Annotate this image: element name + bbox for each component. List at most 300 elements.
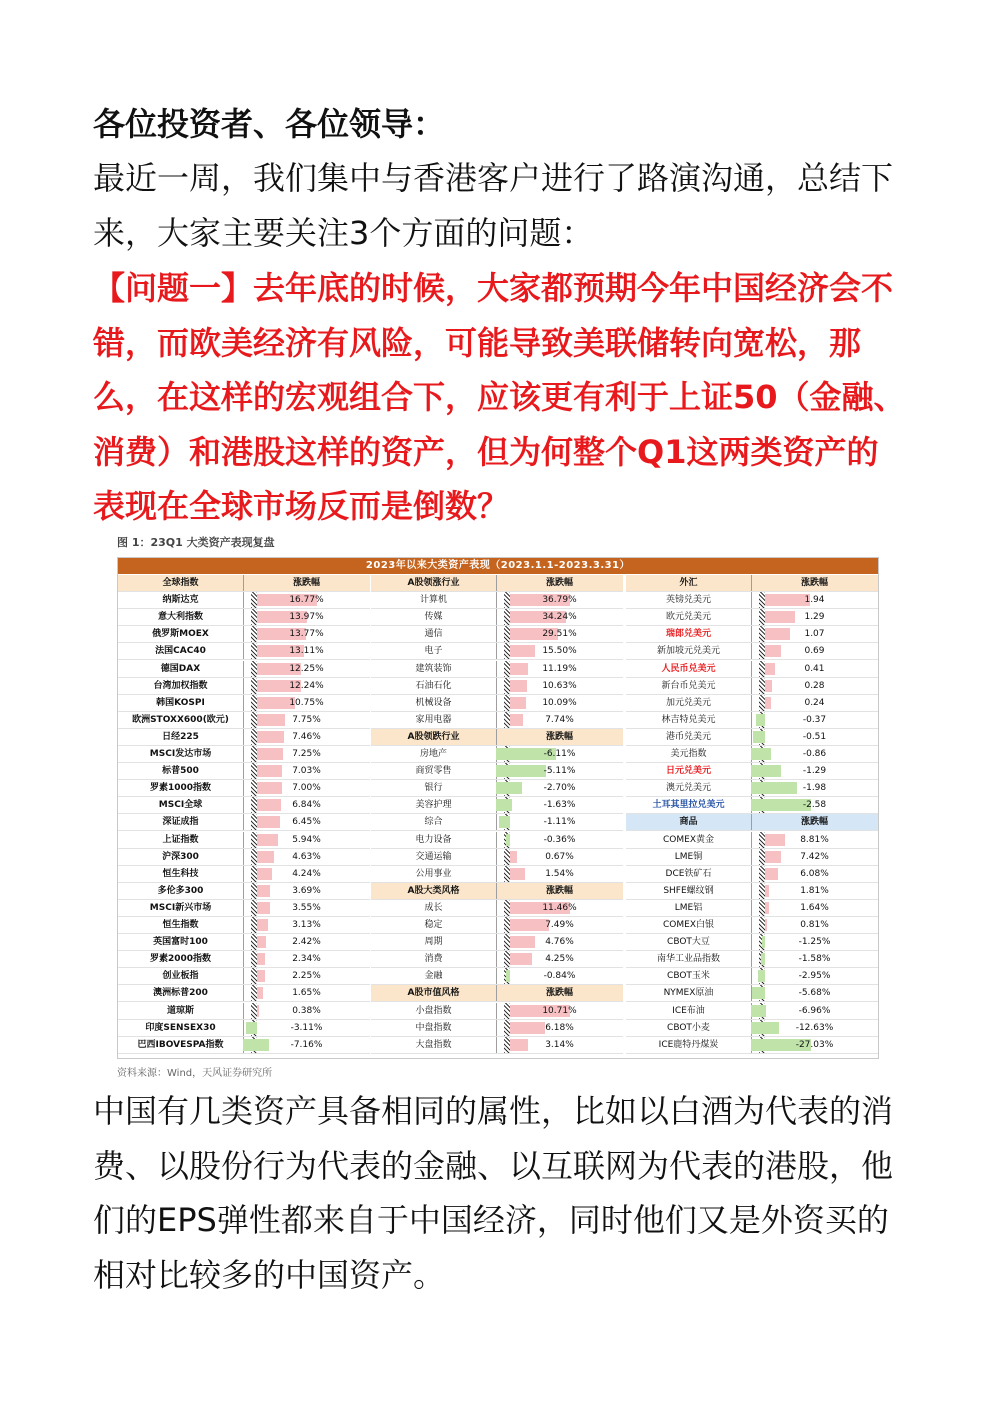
change-value: 10.71% (542, 1005, 577, 1016)
table-row (118, 592, 370, 609)
row-label: 恒生科技 (118, 866, 244, 882)
header-change: 涨跌幅 (545, 578, 573, 588)
row-value-cell (496, 1020, 623, 1036)
table-row (371, 814, 623, 831)
row-value-cell (496, 797, 623, 813)
change-value: 6.08% (800, 868, 829, 879)
row-label: 人民币兑美元 (626, 661, 752, 677)
change-value: 3.55% (292, 902, 321, 913)
row-value-cell (496, 763, 623, 779)
header-category: A股市值风格 (371, 985, 497, 1001)
row-value-cell (243, 968, 370, 984)
table-row (626, 866, 878, 883)
row-label: 交通运输 (371, 849, 497, 865)
change-value: 3.14% (545, 1039, 574, 1050)
row-value-cell (243, 678, 370, 694)
table-row (118, 1020, 370, 1037)
change-value: -0.51 (802, 731, 827, 742)
row-label: LME铝 (626, 900, 752, 916)
row-label: MSCI发达市场 (118, 746, 244, 762)
change-value: 8.81% (800, 834, 829, 845)
row-value-cell (243, 917, 370, 933)
row-label: 瑞郎兑美元 (626, 626, 752, 642)
row-label: 中盘指数 (371, 1020, 497, 1036)
row-value-cell (751, 592, 878, 608)
row-label: 欧洲STOXX600(欧元) (118, 712, 244, 728)
change-value: 10.75% (289, 697, 324, 708)
row-value-cell (496, 832, 623, 848)
table-row (371, 626, 623, 643)
row-value-cell (496, 712, 623, 728)
row-label: CBOT大豆 (626, 934, 752, 950)
row-label: 机械设备 (371, 695, 497, 711)
row-value-cell (751, 951, 878, 967)
row-value-cell (243, 849, 370, 865)
row-value-cell (496, 695, 623, 711)
table-row (626, 951, 878, 968)
row-value-cell (243, 1020, 370, 1036)
table-row (118, 1003, 370, 1020)
change-value: 11.46% (542, 902, 577, 913)
change-value: -2.70% (543, 783, 576, 794)
table-row (371, 934, 623, 951)
row-value-cell (751, 832, 878, 848)
change-value: 1.65% (292, 988, 321, 999)
table-row (118, 985, 370, 1002)
row-label: 电力设备 (371, 832, 497, 848)
change-value: 10.63% (542, 680, 577, 691)
change-value: -2.58 (802, 800, 827, 811)
row-value-cell (496, 643, 623, 659)
table-row (371, 866, 623, 883)
table-row (626, 643, 878, 660)
header-category: 商品 (626, 814, 752, 830)
row-label: 上证指数 (118, 832, 244, 848)
change-value: 7.49% (545, 920, 574, 930)
change-value: 4.24% (292, 868, 321, 879)
row-label: 电子 (371, 643, 497, 659)
row-value-cell (243, 729, 370, 745)
row-value-cell (751, 609, 878, 625)
row-label: 澳元兑美元 (626, 780, 752, 796)
table-row (371, 797, 623, 814)
change-value: 29.51% (542, 629, 577, 640)
change-value: 12.25% (289, 663, 324, 674)
row-value-cell (243, 780, 370, 796)
table-group-header (371, 575, 623, 592)
row-value-cell (243, 797, 370, 813)
table-row (118, 712, 370, 729)
change-value: -0.84% (543, 971, 576, 982)
table-row (118, 643, 370, 660)
intro-paragraph: 最近一周，我们集中与香港客户进行了路演沟通，总结下来，大家主要关注3个方面的问题： (93, 159, 894, 252)
row-value-cell (751, 661, 878, 677)
row-value-cell (243, 661, 370, 677)
row-label: 日经225 (118, 729, 244, 745)
row-value-cell (243, 1037, 370, 1053)
row-label: 意大利指数 (118, 609, 244, 625)
row-label: 德国DAX (118, 661, 244, 677)
table-banner: 2023年以来大类资产表现（2023.1.1-2023.3.31） (118, 558, 878, 574)
table-row (371, 1003, 623, 1020)
row-label: 印度SENSEX30 (118, 1020, 244, 1036)
row-value-cell (496, 934, 623, 950)
change-value: -5.68% (798, 988, 831, 999)
row-label: COMEX黄金 (626, 832, 752, 848)
conclusion-paragraph: 中国有几类资产具备相同的属性，比如以白酒为代表的消费、以股份行为代表的金融、以互联网为代表的港股，他们的EPS弹性都来自于中国经济，同时他们又是外资买的相对比较多的中国资产。 (93, 1092, 894, 1294)
change-value: -27.03% (795, 1039, 834, 1050)
change-value: -6.96% (798, 1005, 831, 1016)
table-row (118, 746, 370, 763)
row-label: 石油石化 (371, 678, 497, 694)
table-row (626, 678, 878, 695)
table-row (371, 1020, 623, 1037)
table-row (626, 1003, 878, 1020)
change-value: 6.45% (292, 817, 321, 828)
header-category: A股领涨行业 (371, 575, 497, 591)
row-value-cell (243, 866, 370, 882)
row-value-cell (751, 797, 878, 813)
row-value-cell (751, 917, 878, 933)
row-label: 美元指数 (626, 746, 752, 762)
change-value: -5.11% (543, 766, 576, 777)
row-value-cell (243, 883, 370, 899)
table-row (118, 609, 370, 626)
change-value: 7.00% (292, 783, 321, 794)
table-row (118, 849, 370, 866)
table-row (118, 934, 370, 951)
row-label: 巴西IBOVESPA指数 (118, 1037, 244, 1053)
header-category: 外汇 (626, 575, 752, 591)
row-label: 英镑兑美元 (626, 592, 752, 608)
row-value-cell (751, 1037, 878, 1053)
change-value: 0.38% (292, 1005, 321, 1016)
table-group-header (371, 985, 623, 1002)
change-value: 7.03% (292, 766, 321, 777)
row-value-cell (751, 985, 878, 1001)
table-row (371, 695, 623, 712)
table-row (626, 763, 878, 780)
row-label: 稳定 (371, 917, 497, 933)
change-value: 1.64% (800, 902, 829, 913)
row-value-cell (496, 866, 623, 882)
row-label: 建筑装饰 (371, 661, 497, 677)
header-change: 涨跌幅 (800, 817, 828, 828)
table-row (626, 934, 878, 951)
table-row (118, 866, 370, 883)
change-value: 34.24% (542, 612, 577, 623)
row-label: ICE布油 (626, 1003, 752, 1019)
row-label: SHFE螺纹钢 (626, 883, 752, 899)
change-value: 0.67% (545, 851, 574, 862)
table-row (118, 1037, 370, 1054)
row-label: 美容护理 (371, 797, 497, 813)
row-value-cell (751, 934, 878, 950)
table-row (118, 814, 370, 831)
row-value-cell (496, 746, 623, 762)
row-label: 林吉特兑美元 (626, 712, 752, 728)
change-value: -0.36% (543, 834, 576, 845)
change-value: 6.18% (545, 1022, 574, 1033)
row-label: 标普500 (118, 763, 244, 779)
change-value: 0.24 (804, 697, 825, 708)
header-change: 涨跌幅 (292, 578, 320, 588)
row-value-cell (751, 678, 878, 694)
row-label: 欧元兑美元 (626, 609, 752, 625)
row-label: 金融 (371, 968, 497, 984)
row-label: 澳洲标普200 (118, 985, 244, 1001)
row-value-cell (243, 643, 370, 659)
row-value-cell (496, 780, 623, 796)
table-group-header (371, 729, 623, 746)
table-row (371, 592, 623, 609)
table-row (626, 1020, 878, 1037)
row-value-cell (496, 951, 623, 967)
table-row (371, 643, 623, 660)
change-value: 13.97% (289, 612, 324, 623)
row-value-cell (751, 866, 878, 882)
table-row (371, 917, 623, 934)
change-value: 4.25% (545, 954, 574, 965)
change-value: 1.81% (800, 885, 829, 896)
row-label: 成长 (371, 900, 497, 916)
row-value-cell (751, 695, 878, 711)
table-row (371, 609, 623, 626)
row-value-cell (751, 883, 878, 899)
row-label: 传媒 (371, 609, 497, 625)
change-value: 0.28 (804, 680, 825, 691)
row-value-cell (751, 763, 878, 779)
change-value: -1.29 (802, 766, 827, 777)
row-value-cell (496, 609, 623, 625)
row-label: 深证成指 (118, 814, 244, 830)
change-value: 10.09% (542, 697, 577, 708)
change-value: -1.98 (802, 783, 827, 794)
change-value: -1.25% (798, 937, 831, 948)
table-row (118, 883, 370, 900)
row-label: 韩国KOSPI (118, 695, 244, 711)
table-row (118, 729, 370, 746)
row-value-cell (243, 1003, 370, 1019)
table-row (371, 951, 623, 968)
row-label: 日元兑美元 (626, 763, 752, 779)
row-label: MSCI全球 (118, 797, 244, 813)
row-value-cell (496, 968, 623, 984)
row-label: 俄罗斯MOEX (118, 626, 244, 642)
header-category: A股领跌行业 (371, 729, 497, 745)
header-change: 涨跌幅 (545, 885, 573, 896)
change-value: 1.54% (545, 868, 574, 879)
row-label: 道琼斯 (118, 1003, 244, 1019)
header-category: 全球指数 (118, 575, 244, 591)
greeting-heading: 各位投资者、各位领导： (93, 105, 446, 143)
row-value-cell (496, 1003, 623, 1019)
table-row (626, 832, 878, 849)
change-value: 0.41 (804, 663, 825, 674)
change-value: 7.75% (292, 714, 321, 725)
change-value: 7.46% (292, 731, 321, 742)
table-row (118, 780, 370, 797)
row-label: 创业板指 (118, 968, 244, 984)
row-label: CBOT玉米 (626, 968, 752, 984)
change-value: -1.58% (798, 954, 831, 965)
change-value: 15.50% (542, 646, 577, 657)
row-value-cell (496, 814, 623, 830)
change-value: 13.11% (289, 646, 324, 657)
change-value: -3.11% (290, 1022, 323, 1033)
header-change: 涨跌幅 (545, 988, 573, 999)
change-value: -1.11% (543, 817, 576, 828)
row-label: 加元兑美元 (626, 695, 752, 711)
table-row (371, 712, 623, 729)
row-value-cell (751, 729, 878, 745)
row-label: 新加坡元兑美元 (626, 643, 752, 659)
change-value: 16.77% (289, 595, 324, 606)
table-row (118, 678, 370, 695)
table-row (118, 661, 370, 678)
table-row (626, 609, 878, 626)
row-label: CBOT小麦 (626, 1020, 752, 1036)
row-label: LME铜 (626, 849, 752, 865)
row-label: 公用事业 (371, 866, 497, 882)
table-row (626, 712, 878, 729)
change-value: 1.94 (804, 595, 825, 606)
row-value-cell (496, 1037, 623, 1053)
table-row (118, 900, 370, 917)
row-value-cell (243, 763, 370, 779)
row-value-cell (496, 626, 623, 642)
table-row (626, 849, 878, 866)
table-row (118, 917, 370, 934)
change-value: 7.42% (800, 851, 829, 862)
table-row (118, 832, 370, 849)
change-value: -2.95% (798, 971, 831, 982)
table-row (371, 780, 623, 797)
row-label: 大盘指数 (371, 1037, 497, 1053)
table-row (626, 746, 878, 763)
row-value-cell (496, 678, 623, 694)
row-value-cell (496, 849, 623, 865)
change-value: 5.94% (292, 834, 321, 845)
table-row (371, 661, 623, 678)
row-value-cell (751, 849, 878, 865)
change-value: 11.19% (542, 663, 577, 674)
row-label: 罗素1000指数 (118, 780, 244, 796)
change-value: 7.74% (545, 714, 574, 725)
table-row (371, 832, 623, 849)
change-value: 0.69 (804, 646, 825, 657)
row-label: ICE鹿特丹煤炭 (626, 1037, 752, 1053)
change-value: -12.63% (795, 1022, 834, 1033)
table-row (626, 917, 878, 934)
row-label: 南华工业品指数 (626, 951, 752, 967)
row-value-cell (243, 626, 370, 642)
row-value-cell (751, 968, 878, 984)
row-value-cell (751, 626, 878, 642)
change-value: 0.81% (800, 920, 829, 930)
row-label: 纳斯达克 (118, 592, 244, 608)
change-value: -7.16% (290, 1039, 323, 1050)
row-value-cell (751, 712, 878, 728)
row-value-cell (243, 934, 370, 950)
row-value-cell (496, 592, 623, 608)
row-label: 家用电器 (371, 712, 497, 728)
table-row (371, 1037, 623, 1054)
change-value: 6.84% (292, 800, 321, 811)
row-label: 周期 (371, 934, 497, 950)
row-value-cell (243, 609, 370, 625)
table-row (626, 661, 878, 678)
row-label: 多伦多300 (118, 883, 244, 899)
row-value-cell (243, 712, 370, 728)
row-value-cell (243, 695, 370, 711)
table-row (118, 626, 370, 643)
row-label: 罗素2000指数 (118, 951, 244, 967)
row-value-cell (243, 592, 370, 608)
change-value: 36.79% (542, 595, 577, 606)
change-value: -1.63% (543, 800, 576, 811)
row-value-cell (496, 661, 623, 677)
row-label: DCE铁矿石 (626, 866, 752, 882)
change-value: -0.37 (802, 714, 827, 725)
row-label: 台湾加权指数 (118, 678, 244, 694)
table-row (118, 763, 370, 780)
table-group-header (626, 575, 878, 592)
figure-source: 资料来源：Wind，天风证券研究所 (117, 1068, 273, 1079)
row-value-cell (496, 917, 623, 933)
table-row (626, 968, 878, 985)
header-change: 涨跌幅 (800, 578, 828, 588)
table-row (626, 883, 878, 900)
row-label: 沪深300 (118, 849, 244, 865)
row-label: NYMEX原油 (626, 985, 752, 1001)
row-label: 英国富时100 (118, 934, 244, 950)
change-value: 3.69% (292, 885, 321, 896)
change-value: 12.24% (289, 680, 324, 691)
row-value-cell (243, 900, 370, 916)
table-row (371, 678, 623, 695)
table-row (118, 797, 370, 814)
row-value-cell (751, 900, 878, 916)
table-row (626, 729, 878, 746)
change-value: -6.11% (543, 749, 576, 759)
row-value-cell (243, 746, 370, 762)
row-label: 恒生指数 (118, 917, 244, 933)
table-row (118, 695, 370, 712)
row-value-cell (496, 900, 623, 916)
change-value: 4.76% (545, 937, 574, 948)
row-label: 法国CAC40 (118, 643, 244, 659)
table-row (626, 797, 878, 814)
row-label: 消费 (371, 951, 497, 967)
question-one-paragraph: 【问题一】去年底的时候，大家都预期今年中国经济会不错，而欧美经济有风险，可能导致美联储转向宽松，那么，在这样的宏观组合下，应该更有利于上证50（金融、消费）和港股这样的资产，但为何整个Q1这两类资产的表现在全球市场反而是倒数？ (93, 269, 906, 525)
table-row (626, 985, 878, 1002)
row-value-cell (751, 643, 878, 659)
row-label: 银行 (371, 780, 497, 796)
table-row (118, 951, 370, 968)
header-change: 涨跌幅 (545, 731, 573, 742)
change-value: 1.29 (804, 612, 825, 623)
table-row (371, 763, 623, 780)
table-group-header (118, 575, 370, 592)
change-value: 13.77% (289, 629, 324, 640)
row-label: 港币兑美元 (626, 729, 752, 745)
row-value-cell (751, 1020, 878, 1036)
row-label: COMEX白银 (626, 917, 752, 933)
row-value-cell (751, 780, 878, 796)
figure-title: 图 1：23Q1 大类资产表现复盘 (117, 536, 275, 549)
table-row (118, 968, 370, 985)
